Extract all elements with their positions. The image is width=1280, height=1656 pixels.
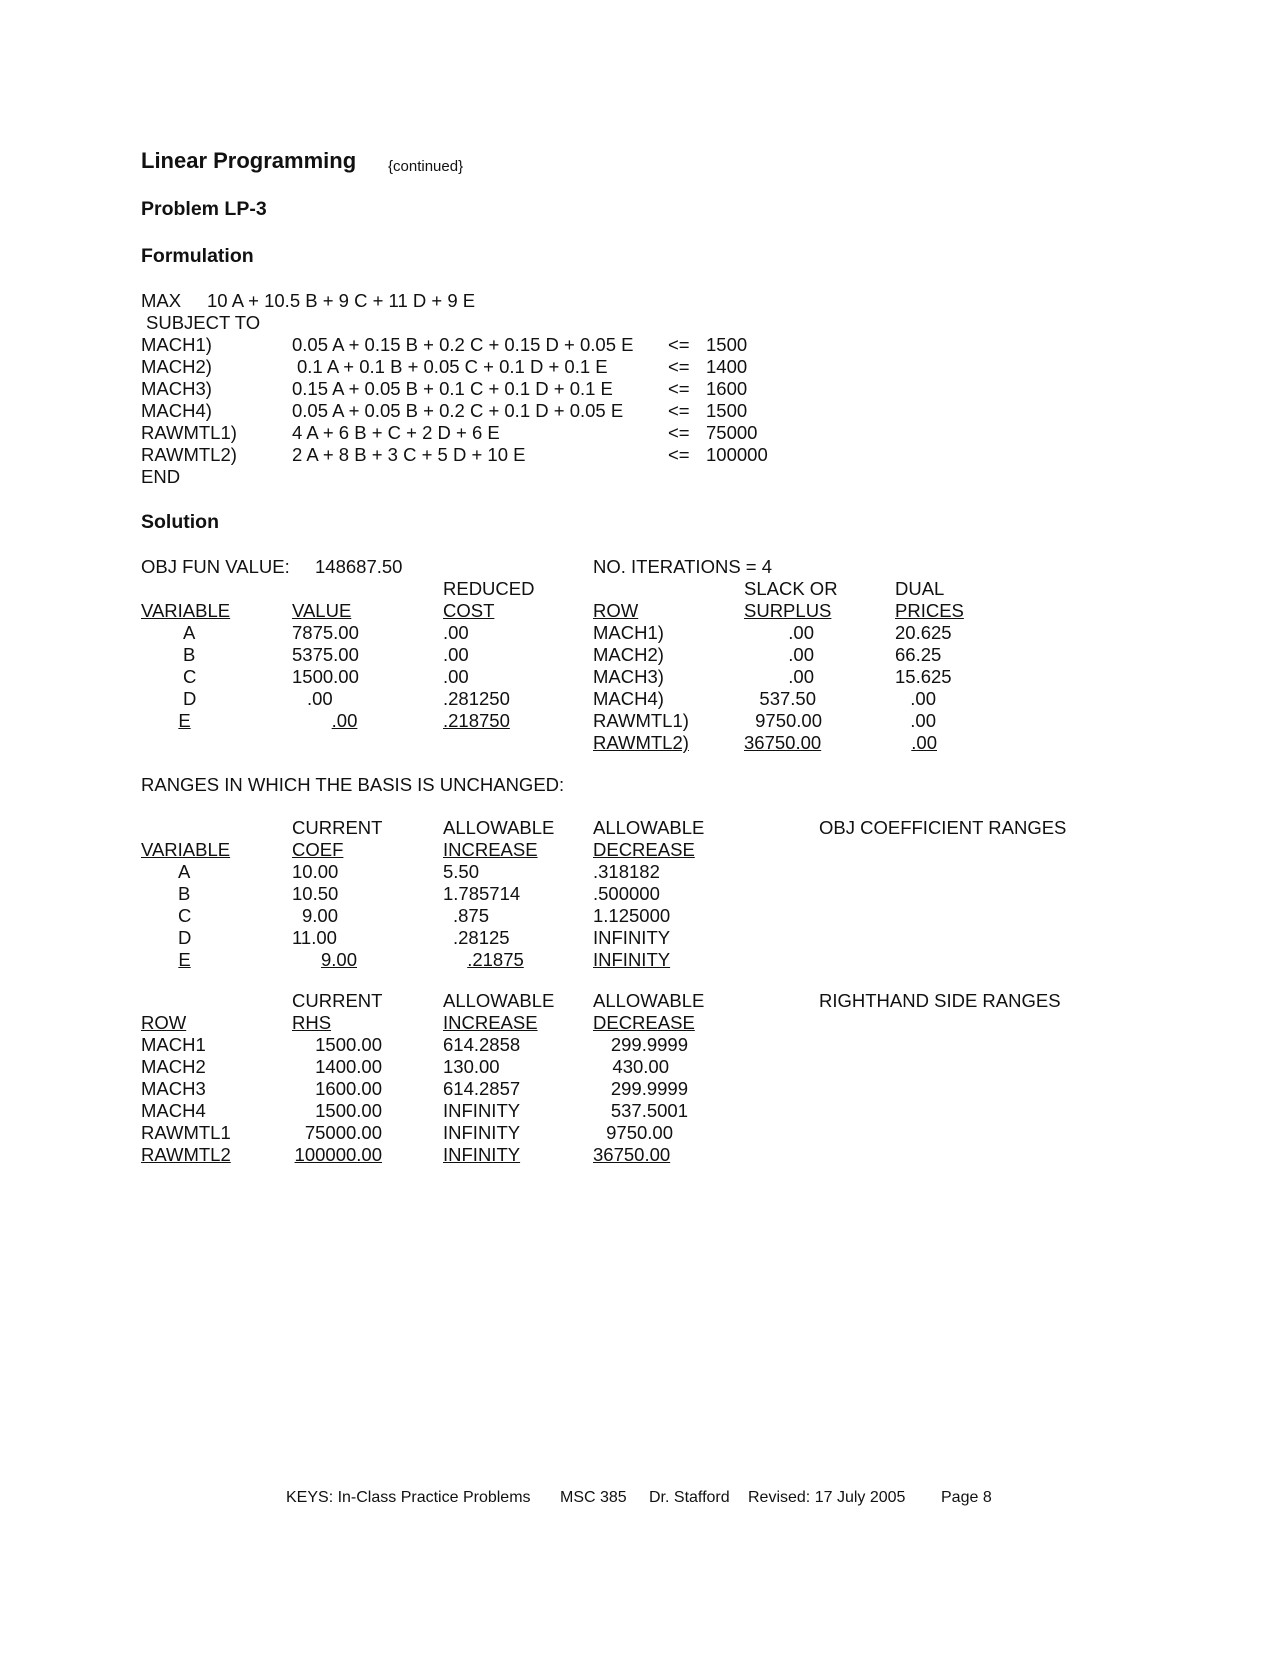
- constraint-expression: 0.15 A + 0.05 B + 0.1 C + 0.1 D + 0.1 E: [292, 378, 613, 399]
- subject-to-label: SUBJECT TO: [146, 312, 261, 333]
- constraint-rhs: 75000: [706, 422, 758, 443]
- righthand-side-ranges-label: RIGHTHAND SIDE RANGES: [819, 990, 1061, 1011]
- variable-value: .00: [331, 710, 358, 731]
- footer-revised: Revised: 17 July 2005: [748, 1489, 906, 1506]
- range-coef: 9.00: [320, 949, 357, 970]
- col-header-current: CURRENT: [292, 990, 383, 1011]
- end-label: END: [141, 466, 181, 487]
- rhs-current: 100000.00: [294, 1144, 382, 1165]
- row-slack: 9750.00: [755, 710, 822, 731]
- rhs-decrease: 299.9999: [610, 1078, 688, 1099]
- range-increase: .21875: [467, 949, 524, 970]
- constraint-rhs: 1600: [706, 378, 748, 399]
- row-dual-price: 15.625: [895, 666, 952, 687]
- formulation-heading: Formulation: [141, 245, 254, 267]
- row-dual-price: .00: [910, 710, 936, 731]
- rhs-increase: 614.2857: [443, 1078, 521, 1099]
- col-header-current: CURRENT: [292, 817, 383, 838]
- col-header-decrease: DECREASE: [593, 839, 695, 860]
- constraint-expression: 2 A + 8 B + 3 C + 5 D + 10 E: [292, 444, 526, 465]
- row-slack: 36750.00: [744, 732, 822, 753]
- row-dual-price: .00: [910, 688, 936, 709]
- rhs-current: 1500.00: [315, 1100, 382, 1121]
- range-decrease: 1.125000: [593, 905, 671, 926]
- col-header-row: ROW: [141, 1012, 187, 1033]
- rhs-increase: 614.2858: [443, 1034, 521, 1055]
- solution-heading: Solution: [141, 511, 219, 533]
- constraint-operator: <=: [668, 444, 690, 465]
- constraint-expression: 4 A + 6 B + C + 2 D + 6 E: [292, 422, 500, 443]
- range-variable: A: [178, 861, 191, 882]
- col-header-allowable: ALLOWABLE: [593, 817, 705, 838]
- col-header-rhs: RHS: [292, 1012, 332, 1033]
- constraint-operator: <=: [668, 356, 690, 377]
- col-header-variable: VARIABLE: [141, 600, 231, 621]
- col-header-cost: COST: [443, 600, 495, 621]
- row-dual-price: 20.625: [895, 622, 952, 643]
- rhs-increase: INFINITY: [443, 1122, 521, 1143]
- variable-reduced-cost: .00: [443, 622, 469, 643]
- range-decrease: INFINITY: [593, 927, 671, 948]
- col-header-allowable: ALLOWABLE: [593, 990, 705, 1011]
- variable-value: .00: [307, 688, 333, 709]
- problem-heading: Problem LP-3: [141, 198, 267, 220]
- continued-note: {continued}: [388, 158, 464, 175]
- variable-name: E: [178, 710, 191, 731]
- col-header-slack-or: SLACK OR: [744, 578, 838, 599]
- range-variable: B: [178, 883, 191, 904]
- col-header-variable: VARIABLE: [141, 839, 231, 860]
- col-header-surplus: SURPLUS: [744, 600, 832, 621]
- rhs-row-name: RAWMTL2: [141, 1144, 231, 1165]
- row-slack: .00: [788, 666, 814, 687]
- rhs-row-name: RAWMTL1: [141, 1122, 231, 1143]
- variable-value: 5375.00: [292, 644, 359, 665]
- constraint-operator: <=: [668, 400, 690, 421]
- constraint-expression: 0.1 A + 0.1 B + 0.05 C + 0.1 D + 0.1 E: [297, 356, 608, 377]
- constraint-name: MACH4): [141, 400, 212, 421]
- variable-reduced-cost: .218750: [443, 710, 510, 731]
- rhs-current: 75000.00: [304, 1122, 382, 1143]
- range-variable: C: [178, 905, 192, 926]
- rhs-decrease: 430.00: [612, 1056, 669, 1077]
- rhs-decrease: 36750.00: [593, 1144, 671, 1165]
- constraint-rhs: 1500: [706, 400, 748, 421]
- col-header-decrease: DECREASE: [593, 1012, 695, 1033]
- rhs-current: 1600.00: [315, 1078, 382, 1099]
- row-slack: .00: [788, 622, 814, 643]
- col-header-increase: INCREASE: [443, 1012, 538, 1033]
- objective-expression: 10 A + 10.5 B + 9 C + 11 D + 9 E: [207, 290, 476, 311]
- footer-page-number: Page 8: [941, 1489, 992, 1506]
- range-increase: .875: [453, 905, 490, 926]
- variable-name: A: [183, 622, 196, 643]
- rhs-row-name: MACH1: [141, 1034, 206, 1055]
- variable-value: 7875.00: [292, 622, 359, 643]
- obj-fun-value: 148687.50: [315, 556, 403, 577]
- constraint-name: MACH3): [141, 378, 212, 399]
- row-name: MACH2): [593, 644, 664, 665]
- constraint-rhs: 1400: [706, 356, 748, 377]
- row-slack: .00: [788, 644, 814, 665]
- iterations-count: NO. ITERATIONS = 4: [593, 556, 773, 577]
- variable-reduced-cost: .00: [443, 666, 469, 687]
- rhs-decrease: 537.5001: [610, 1100, 688, 1121]
- footer-author: Dr. Stafford: [649, 1489, 730, 1506]
- constraint-name: MACH2): [141, 356, 212, 377]
- rhs-decrease: 9750.00: [606, 1122, 673, 1143]
- constraint-name: RAWMTL1): [141, 422, 237, 443]
- footer-course: MSC 385: [560, 1489, 627, 1506]
- range-coef: 11.00: [292, 927, 337, 948]
- range-variable: D: [178, 927, 192, 948]
- range-decrease: .500000: [593, 883, 660, 904]
- range-increase: 1.785714: [443, 883, 521, 904]
- row-dual-price: .00: [911, 732, 937, 753]
- rhs-increase: INFINITY: [443, 1144, 521, 1165]
- row-name: RAWMTL1): [593, 710, 689, 731]
- constraint-rhs: 1500: [706, 334, 748, 355]
- row-name: MACH3): [593, 666, 664, 687]
- range-increase: 5.50: [443, 861, 480, 882]
- footer-keys: KEYS: In-Class Practice Problems: [286, 1489, 531, 1506]
- obj-coefficient-ranges-label: OBJ COEFFICIENT RANGES: [819, 817, 1067, 838]
- variable-name: D: [183, 688, 197, 709]
- range-decrease: .318182: [593, 861, 660, 882]
- rhs-row-name: MACH2: [141, 1056, 206, 1077]
- col-header-value: VALUE: [292, 600, 352, 621]
- rhs-current: 1400.00: [315, 1056, 382, 1077]
- col-header-prices: PRICES: [895, 600, 964, 621]
- objective-label: MAX: [141, 290, 182, 311]
- row-slack: 537.50: [759, 688, 816, 709]
- col-header-coef: COEF: [292, 839, 344, 860]
- col-header-dual: DUAL: [895, 578, 945, 599]
- constraint-rhs: 100000: [706, 444, 768, 465]
- range-variable: E: [178, 949, 191, 970]
- rhs-decrease: 299.9999: [610, 1034, 688, 1055]
- rhs-row-name: MACH3: [141, 1078, 206, 1099]
- row-dual-price: 66.25: [895, 644, 942, 665]
- range-coef: 10.00: [292, 861, 339, 882]
- variable-value: 1500.00: [292, 666, 359, 687]
- col-header-allowable: ALLOWABLE: [443, 990, 555, 1011]
- constraint-name: MACH1): [141, 334, 212, 355]
- variable-reduced-cost: .00: [443, 644, 469, 665]
- range-coef: 10.50: [292, 883, 339, 904]
- row-name: MACH1): [593, 622, 664, 643]
- constraint-operator: <=: [668, 334, 690, 355]
- constraint-expression: 0.05 A + 0.15 B + 0.2 C + 0.15 D + 0.05 E: [292, 334, 634, 355]
- constraint-operator: <=: [668, 422, 690, 443]
- col-header-row: ROW: [593, 600, 639, 621]
- variable-name: C: [183, 666, 197, 687]
- range-coef: 9.00: [302, 905, 339, 926]
- rhs-increase: INFINITY: [443, 1100, 521, 1121]
- rhs-increase: 130.00: [443, 1056, 500, 1077]
- constraint-name: RAWMTL2): [141, 444, 237, 465]
- col-header-reduced: REDUCED: [443, 578, 535, 599]
- page-title: Linear Programming: [141, 148, 357, 173]
- variable-reduced-cost: .281250: [443, 688, 510, 709]
- col-header-allowable: ALLOWABLE: [443, 817, 555, 838]
- constraint-expression: 0.05 A + 0.05 B + 0.2 C + 0.1 D + 0.05 E: [292, 400, 624, 421]
- rhs-current: 1500.00: [315, 1034, 382, 1055]
- constraint-operator: <=: [668, 378, 690, 399]
- rhs-row-name: MACH4: [141, 1100, 206, 1121]
- variable-name: B: [183, 644, 196, 665]
- col-header-increase: INCREASE: [443, 839, 538, 860]
- range-increase: .28125: [453, 927, 510, 948]
- row-name: MACH4): [593, 688, 664, 709]
- ranges-heading: RANGES IN WHICH THE BASIS IS UNCHANGED:: [141, 774, 565, 795]
- range-decrease: INFINITY: [593, 949, 671, 970]
- obj-fun-label: OBJ FUN VALUE:: [141, 556, 290, 577]
- row-name: RAWMTL2): [593, 732, 689, 753]
